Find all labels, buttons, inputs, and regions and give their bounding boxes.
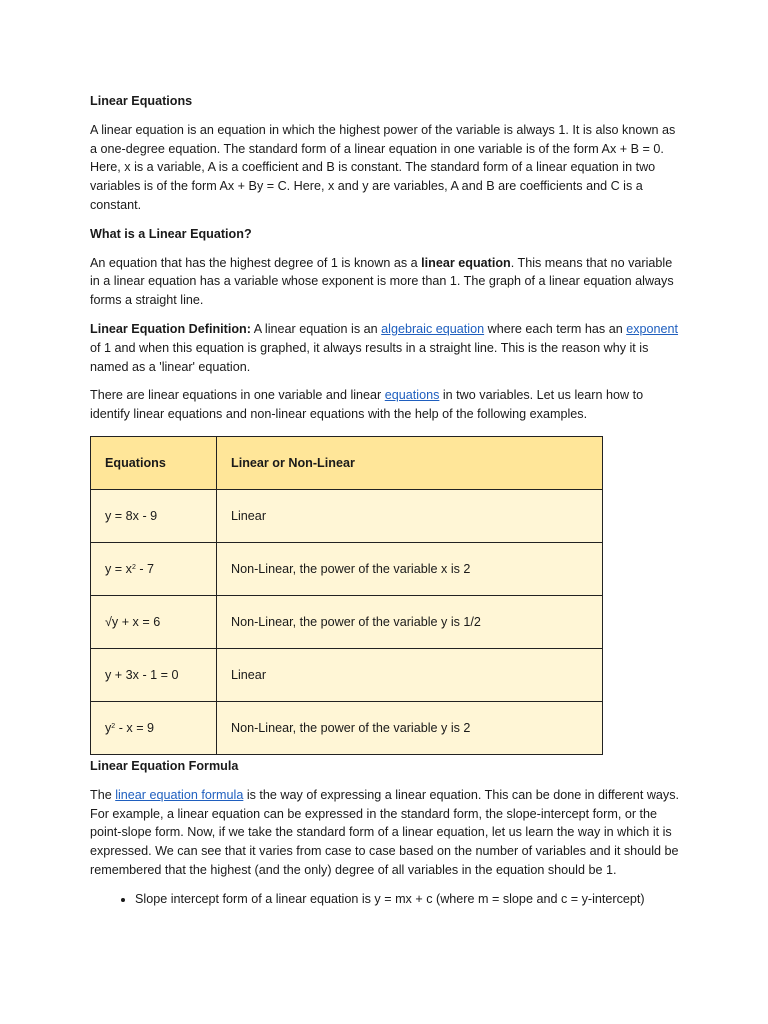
heading-what-is-linear-equation: What is a Linear Equation? [90, 226, 252, 241]
equation-cell: √y + x = 6 [91, 595, 217, 648]
definition-paragraph: An equation that has the highest degree of 1 is known as a linear equation. This means that no variable in a linear equation has a variable whose exponent is more than 1. The graph of a linear equation always forms a straight line. [90, 255, 674, 308]
link-equations[interactable]: equations [384, 388, 440, 403]
heading-linear-equations: Linear Equations [90, 94, 193, 108]
list-item: • Slope intercept form of a linear equation is y = mx + c (where m = slope and c = y-intercept) [135, 890, 680, 909]
link-algebraic-equation[interactable]: algebraic equation [381, 321, 485, 336]
heading-linear-equation-formula: Linear Equation Formula [90, 758, 239, 773]
link-exponent[interactable]: exponent [626, 321, 679, 336]
equation-cell: y = 8x - 9 [91, 489, 217, 542]
header-linear-or-nonlinear: Linear or Non-Linear [217, 436, 603, 489]
type-cell: Non-Linear, the power of the variable x is 2 [217, 542, 603, 595]
header-equations: Equations [91, 436, 217, 489]
intro-paragraph: A linear equation is an equation in which the highest power of the variable is always 1. It is also known as a one-degree equation. The standard form of a linear equation in one variable is of the form Ax + B = 0. Here, x is a variable, A is a coefficient and B is constant. The standard form of a linear equation in two variables is of the form Ax + By = C. Here, x and y are variables, A and B are coefficients and C is a constant. [90, 122, 676, 212]
type-cell: Linear [217, 648, 603, 701]
table-header-row [91, 436, 603, 489]
definition-label: Linear Equation Definition: [90, 321, 251, 336]
equation-cell: $y^2 - x = 9$ [91, 701, 217, 754]
table-row [91, 595, 603, 648]
document-page [90, 92, 680, 909]
bold-linear-equation: linear equation [421, 255, 511, 270]
formal-definition-paragraph: Linear Equation Definition: A linear equation is an algebraic equation where each term has an exponent of 1 and when this equation is graphed, it always results in a straight line. This is the reason why it is named as a 'linear' equation. [90, 321, 679, 374]
table-row [91, 542, 603, 595]
table-row [91, 701, 603, 754]
formula-paragraph: The linear equation formula is the way of expressing a linear equation. This can be done in different ways. For example, a linear equation can be expressed in the standard form, the slope-intercept form, or the point-slope form. Now, if we take the standard form of a linear equation, let us learn the way in which it is expressed. We can see that it varies from case to case based on the number of variables and it should be remembered that the highest (and the only) degree of all variables in the equation should be 1. [90, 787, 680, 877]
type-cell: Non-Linear, the power of the variable y is 1/2 [217, 595, 603, 648]
equation-cell: $y = x^2 - 7$ [91, 542, 217, 595]
table-row [91, 648, 603, 701]
table-row [91, 489, 603, 542]
link-linear-equation-formula[interactable]: linear equation formula [115, 787, 244, 802]
linear-nonlinear-table [90, 436, 603, 755]
formula-bullet-list [90, 890, 680, 909]
equation-cell: y + 3x - 1 = 0 [91, 648, 217, 701]
type-cell: Non-Linear, the power of the variable y is 2 [217, 701, 603, 754]
type-cell: Linear [217, 489, 603, 542]
examples-intro-paragraph: There are linear equations in one variable and linear equations in two variables. Let us learn how to identify linear equations and non-linear equations with the help of the following examples. [90, 388, 644, 422]
